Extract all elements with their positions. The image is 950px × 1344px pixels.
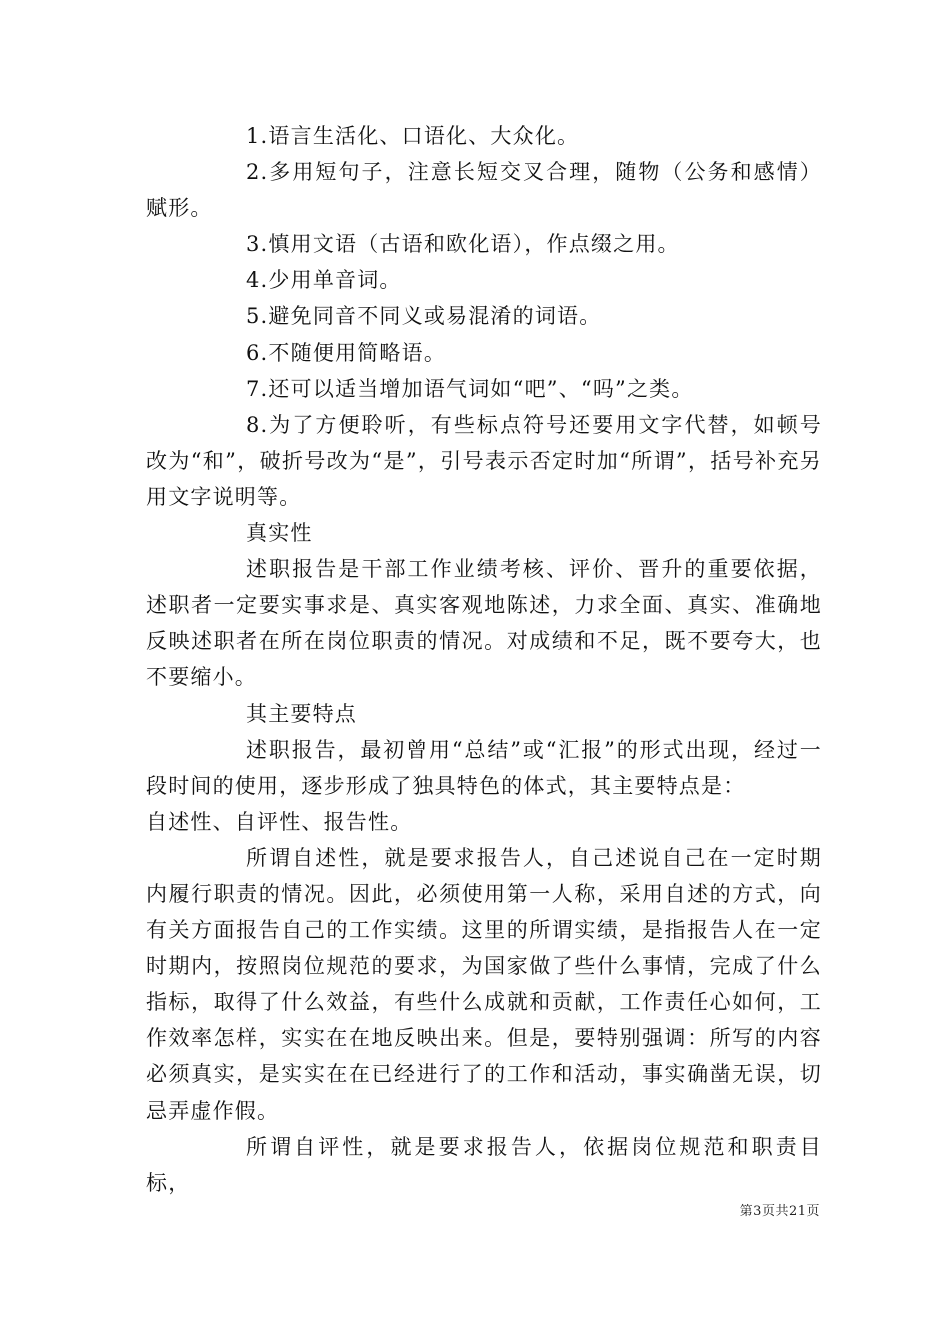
- paragraph: 所谓自述性，就是要求报告人，自己述说自己在一定时期内履行职责的情况。因此，必须使用第一人称，采用自述的方式，向有关方面报告自己的工作实绩。这里的所谓实绩，是指报告人在一定时期内，按照岗位规范的要求，为国家做了些什么事情，完成了什么指标，取得了什么效益，有些什么成就和贡献，工作责任心如何，工作效率怎样，实实在在地反映出来。但是，要特别强调：所写的内容必须真实，是实实在在已经进行了的工作和活动，事实确凿无误，切忌弄虚作假。: [146, 845, 822, 1123]
- document-body: [146, 118, 822, 1201]
- paragraph: 5.避免同音不同义或易混淆的词语。: [246, 304, 602, 329]
- section-heading: 其主要特点: [246, 701, 357, 726]
- paragraph: 6.不随便用简略语。: [246, 340, 447, 365]
- paragraph: 1.语言生活化、口语化、大众化。: [246, 124, 580, 148]
- paragraph: 述职报告，最初曾用“总结”或“汇报”的形式出现，经过一段时间的使用，逐步形成了独具特色的体式，其主要特点是：: [146, 737, 822, 798]
- paragraph: 自述性、自评性、报告性。: [146, 809, 413, 834]
- paragraph: 2.多用短句子，注意长短交叉合理，随物（公务和感情）赋形。: [146, 160, 822, 221]
- paragraph: 3.慎用文语（古语和欧化语），作点缀之用。: [246, 232, 680, 257]
- paragraph: 8.为了方便聆听，有些标点符号还要用文字代替，如顿号改为“和”，破折号改为“是”，引号表示否定时加“所谓”，括号补充另用文字说明等。: [146, 412, 822, 509]
- paragraph: 所谓自评性，就是要求报告人，依据岗位规范和职责目标，: [146, 1134, 822, 1195]
- section-heading: 真实性: [246, 521, 313, 546]
- paragraph: 7.还可以适当增加语气词如“吧”、“吗”之类。: [246, 376, 694, 401]
- paragraph: 述职报告是干部工作业绩考核、评价、晋升的重要依据，述职者一定要实事求是、真实客观地陈述，力求全面、真实、准确地反映述职者在所在岗位职责的情况。对成绩和不足，既不要夸大，也不要缩小。: [146, 557, 822, 690]
- page-number-footer: 第3页共21页: [739, 1204, 820, 1219]
- paragraph: 4.少用单音词。: [246, 268, 402, 293]
